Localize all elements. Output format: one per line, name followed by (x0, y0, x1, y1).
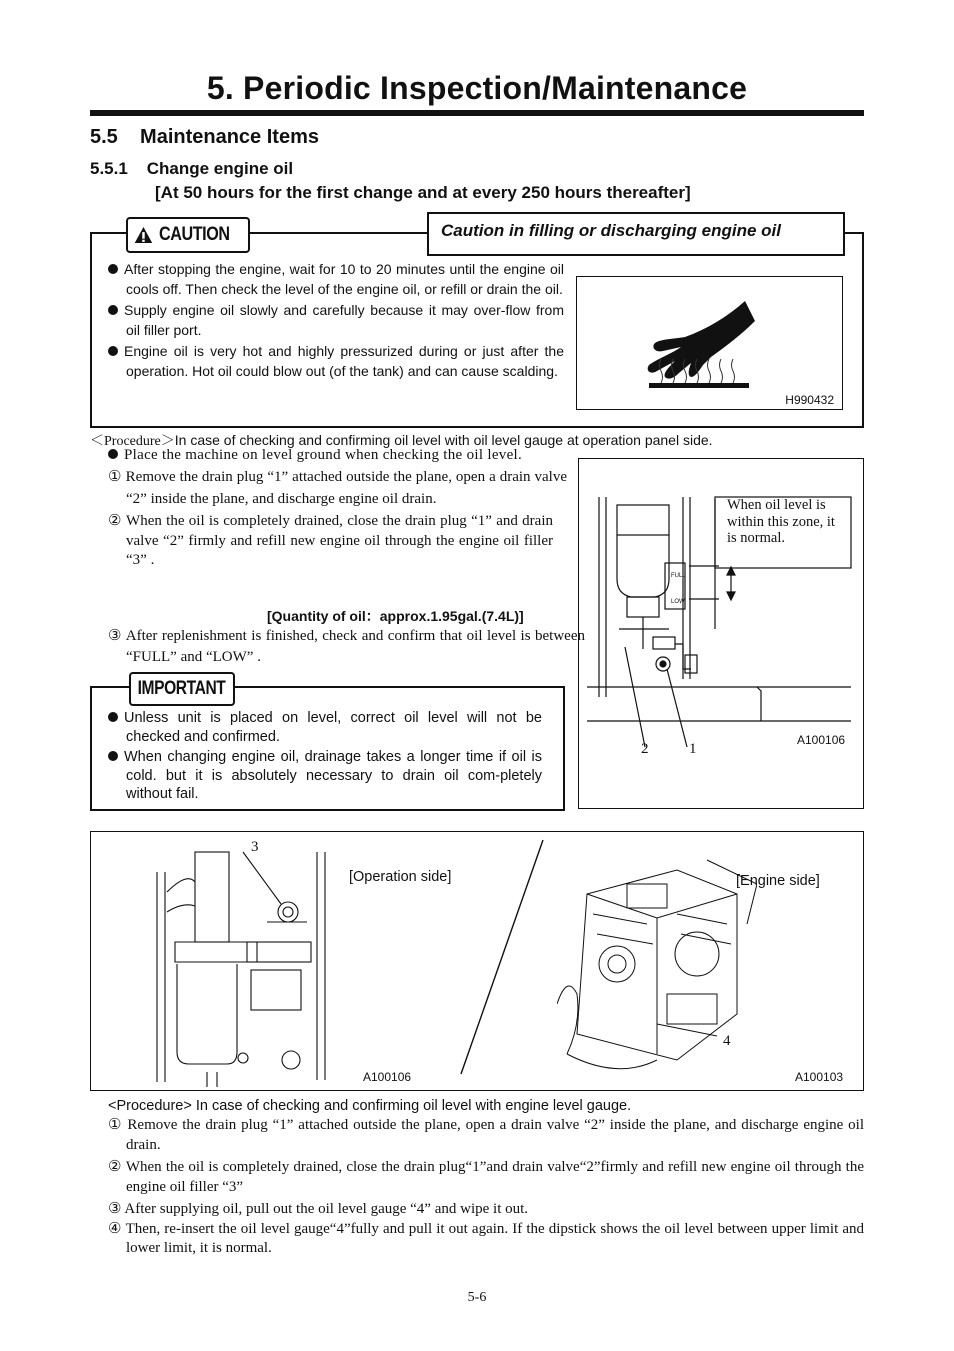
caution-bullet-1: After stopping the engine, wait for 10 to 20 minutes until the engine oil cools off. Then check the level of the engine oil, or refill or drain the oil. (108, 260, 564, 299)
hot-oil-figure (576, 276, 843, 410)
caution-bullet-3: Engine oil is very hot and highly pressurized during or just after the operation. Hot oil could blow out (of the tank) and can cause scalding. (108, 342, 564, 381)
procedure1-bullet: Place the machine on level ground when checking the oil level. (108, 447, 567, 463)
title-rule (90, 110, 864, 116)
procedure2-step-1: ① Remove the drain plug “1” attached outside the plane, open a drain valve “2” inside the plane, and discharge engine oil drain. (108, 1117, 864, 1153)
procedure1-intro-text: In case of checking and confirming oil level with oil level gauge at operation panel side. (174, 432, 713, 448)
important-label: IMPORTANT (138, 678, 226, 699)
engine-figure-code-right: A100103 (795, 1070, 844, 1084)
engine-figure (90, 831, 864, 1091)
oil-gauge-figure (578, 458, 864, 809)
procedure1-step-2: ② When the oil is completely drained, close the drain plug “1” and drain valve “2” firmly and refill new engine oil through the engine oil filler “3” . (108, 513, 553, 568)
important-tag (129, 672, 235, 706)
procedure2-steps (108, 1116, 864, 1259)
engine-figure-code-left: A100106 (363, 1070, 412, 1084)
operation-side-label: [Operation side] (349, 869, 452, 885)
full-label: FULL (671, 573, 686, 579)
procedure1-steps (108, 447, 567, 571)
caution-label: CAUTION (158, 224, 230, 245)
procedure2-intro: <Procedure> In case of checking and confirming oil level with engine level gauge. (108, 1098, 632, 1114)
callout-2: 2 (641, 741, 649, 757)
section-heading: 5.5 Maintenance Items (90, 126, 319, 148)
subsection-interval: [At 50 hours for the first change and at every 250 hours thereafter] (155, 183, 691, 202)
callout-4: 4 (723, 1033, 731, 1049)
procedure1-step-1: ① Remove the drain plug “1” attached outside the plane, open a drain valve “2” inside the plane, and discharge engine oil drain. (108, 469, 567, 507)
caution-heading: Caution in filling or discharging engine oil (441, 221, 781, 240)
caution-bullets (108, 260, 564, 381)
procedure2-step-3: ③ After supplying oil, pull out the oil level gauge “4” and wipe it out. (108, 1201, 529, 1217)
important-bullet-2: When changing engine oil, drainage takes a longer time if oil is cold. but it is absolutely necessary to drain oil com-pletely without fail. (108, 748, 542, 804)
warning-triangle-icon (134, 223, 153, 247)
oil-quantity: [Quantity of oil：approx.1.95gal.(7.4L)] (267, 608, 524, 624)
hot-oil-figure-code: H990432 (785, 393, 834, 407)
procedure1-step-3: ③ After replenishment is finished, check and confirm that oil level is between “FULL” and “LOW” . (108, 628, 585, 665)
oil-level-note: When oil level is within this zone, it is normal. (727, 497, 835, 546)
divider-slash (451, 838, 551, 1078)
important-bullet-1: Unless unit is placed on level, correct oil level will not be checked and confirmed. (108, 709, 542, 746)
callout-3: 3 (251, 839, 259, 855)
subsection-heading: 5.5.1 Change engine oil (90, 159, 294, 178)
caution-bullet-2: Supply engine oil slowly and carefully because it may over-flow from oil filler port. (108, 301, 564, 340)
hand-heat-icon (577, 277, 841, 408)
procedure2-step-4: ④ Then, re-insert the oil level gauge“4”fully and pull it out again. If the dipstick shows the oil level between upper limit and lower limit, it is normal. (108, 1220, 864, 1256)
callout-1: 1 (689, 741, 697, 757)
page-number: 5-6 (467, 1290, 487, 1305)
low-label: LOW (671, 599, 685, 605)
caution-tag (126, 217, 250, 253)
procedure1-tag: ＜Procedure＞ (90, 434, 175, 449)
procedure2-step-2: ② When the oil is completely drained, close the drain plug“1”and drain valve“2”firmly and refill new engine oil through the engine oil filler “3” (108, 1159, 864, 1195)
gauge-figure-code: A100106 (797, 733, 846, 747)
important-bullets (108, 709, 542, 804)
engine-side-label: [Engine side] (736, 873, 820, 889)
page-title: 5. Periodic Inspection/Maintenance (206, 70, 748, 106)
